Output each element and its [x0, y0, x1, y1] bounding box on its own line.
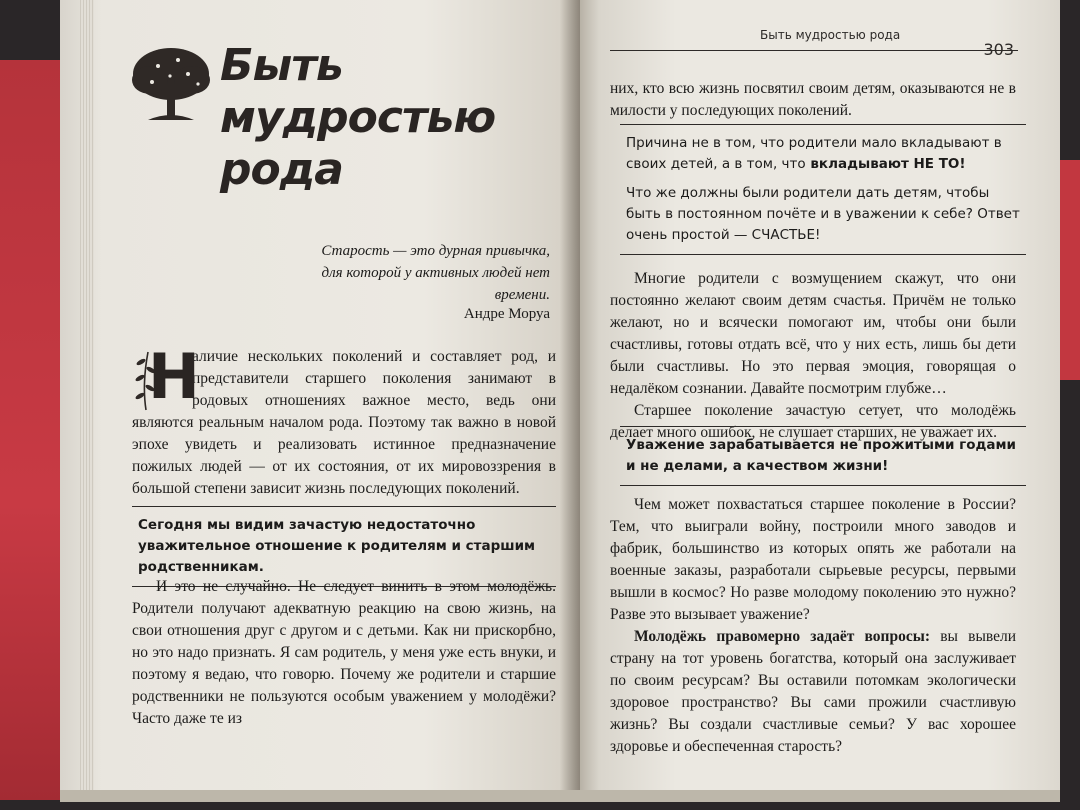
continued-text: них, кто всю жизнь посвятил своим детям, оказываются не в милости у последующих поколений.: [610, 80, 1016, 119]
paragraph-questions-bold: Молодёжь правомерно задаёт вопросы:: [634, 628, 930, 645]
epigraph-author: Андре Моруа: [463, 306, 550, 322]
paragraph-parents: Многие родители с возмущением скажут, что они постоянно желают своим детям счастья. Причём не только желают, но и всячески помогают им, чтобы они были счастливы, готовы отдать всё, что у них есть, лишь бы дети были счастливы. Но это первая эмоция, говорящая о недалёком сознании. Давайте посмотрим глубже…: [610, 270, 1016, 397]
body-paragraphs-b: [610, 494, 1016, 758]
page-number: 303: [983, 40, 1014, 59]
callout-reason-emphasis: вкладывают НЕ ТО!: [810, 156, 966, 172]
chapter-title: Быть мудростью рода: [220, 40, 496, 195]
callout-reason-text: Причина не в том, что родители мало вкладывают в своих детей, а в том, что: [626, 135, 1002, 172]
intro-paragraph: [132, 340, 556, 500]
right-page: [580, 0, 1060, 802]
paragraph-questions: [610, 626, 1016, 758]
drop-cap: [132, 340, 200, 413]
left-page: [60, 0, 580, 802]
page-edges: [80, 0, 94, 790]
epigraph-text: Старость — это дурная привычка, для которой у активных людей нет времени.: [321, 243, 550, 303]
paragraph-older-generation: Старшее поколение зачастую сетует, что молодёжь делает много ошибок, не слушает старших, не уважает их.: [610, 402, 1016, 441]
callout-reason-line: [626, 133, 1020, 175]
running-head: [610, 22, 1018, 59]
paragraph-questions-text: вы вывели страну на тот уровень богатства, который она заслуживает по своим ресурсам? Вы оставили потомкам экологически здоровое пространство? Вы сами прожили счастливую жизнь? Вы создали счастливые семьи? У вас хорошее здоровье и обеспеченная старость?: [610, 628, 1016, 755]
open-book: [40, 0, 1080, 790]
running-head-title: Быть мудростью рода: [760, 28, 901, 42]
intro-text: аличие нескольких поколений и составляет род, и представители старшего поколения занимают в родовых отношениях важное место, ведь они являются реальным началом рода. Поэтому так важно в новой эпохе увидеть и реализовать истинное предназначение пожилых людей — от их состояния, от их мировоззрения в большой степени зависит жизнь последующих поколений.: [132, 348, 556, 497]
continued-paragraph: [610, 78, 1016, 122]
drop-cap-letter: Н: [148, 340, 200, 413]
paragraph-russia: Чем может похвастаться старшее поколение в России? Тем, что выиграли войну, построили много заводов и фабрик, большинство из которых опять же работали на военные заказы, разработали сырьевые ресурсы, первыми вышли в космос? Но разве молодому поколению это нужно? Разве это вызывает уважение?: [610, 496, 1016, 623]
callout-respect-earned: [620, 426, 1026, 486]
callout-respect: [132, 506, 556, 587]
callout-question: Что же должны были родители дать детям, чтобы быть в постоянном почёте и в уважении к себе? Ответ очень простой — СЧАСТЬЕ!: [626, 185, 1020, 243]
tree-icon: [128, 44, 214, 124]
chapter-heading: [128, 40, 548, 195]
callout-reason: [620, 124, 1026, 255]
body-paragraph-2: И это не случайно. Не следует винить в этом молодёжь. Родители получают адекватную реакцию на свою жизнь, на свои отношения друг с другом и с детьми. Как ни прискорбно, но это надо признать. Я сам родитель, у меня уже есть внуки, и поэтому я ведаю, что говорю. Почему же родители и старшие родственники не пользуются особым уважением у молодёжи? Часто даже те из: [132, 578, 556, 727]
callout-text: Сегодня мы видим зачастую недостаточно уважительное отношение к родителям и старшим родственникам.: [138, 517, 536, 575]
callout-respect-text: Уважение зарабатывается не прожитыми годами и не делами, а качеством жизни!: [626, 437, 1016, 474]
body-paragraphs-a: [610, 268, 1016, 444]
